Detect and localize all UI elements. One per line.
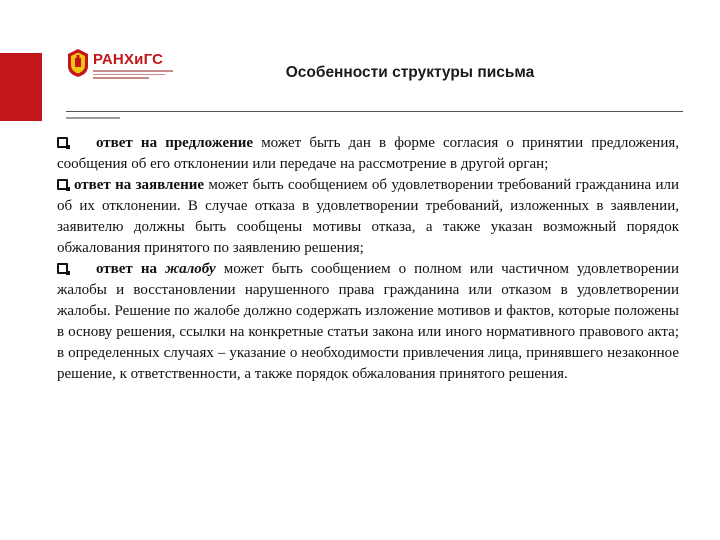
list-item [57,133,679,175]
title-divider-accent [66,117,120,119]
checkbox-bullet-icon [57,137,68,148]
title-divider [66,111,683,112]
logo-text: РАНХиГС [93,51,164,68]
item-term-prefix: ответ на [96,261,165,277]
red-accent-bar [0,53,42,121]
item-term: ответ на предложение [96,135,254,151]
item-term: ответ на заявление [74,177,205,193]
body-text [57,133,679,385]
item-text: может быть сообщением об удовлетворении требований гражданина или об их отклонении. В случае отказа в удовлетворении требований, изложенных в заявлении, заявителю должны быть сообщены мотивы отказа, а также указан возможный порядок обжалования принятого по заявлению решения; [57,177,679,256]
slide-title: Особенности структуры письма [285,64,535,81]
list-item [57,259,679,385]
item-term-italic: жалобу [164,261,216,277]
logo-subtitle-lines [93,70,173,81]
ranepa-logo [66,48,176,84]
list-item [57,175,679,259]
checkbox-bullet-icon [57,263,68,274]
item-text: может быть сообщением о полном или частичном удовлетворении жалобы и восстановлении нарушенного права гражданина или отказом в удовлетворении жалобы. Решение по жалобе должно содержать изложение мотивов и фактов, которые положены в основу решения, ссылки на конкретные статьи закона или иного нормативного правового акта; в определенных случаях – указание о необходимости привлечения лица, принявшего незаконное решение, к ответственности, а также порядок обжалования принятого решения. [57,261,679,382]
checkbox-bullet-icon [57,179,68,190]
ranepa-emblem-icon [66,48,90,78]
item-text: может быть дан в форме согласия о принятии предложения, сообщения об его отклонении или передаче на рассмотрение в другой орган; [57,135,679,172]
